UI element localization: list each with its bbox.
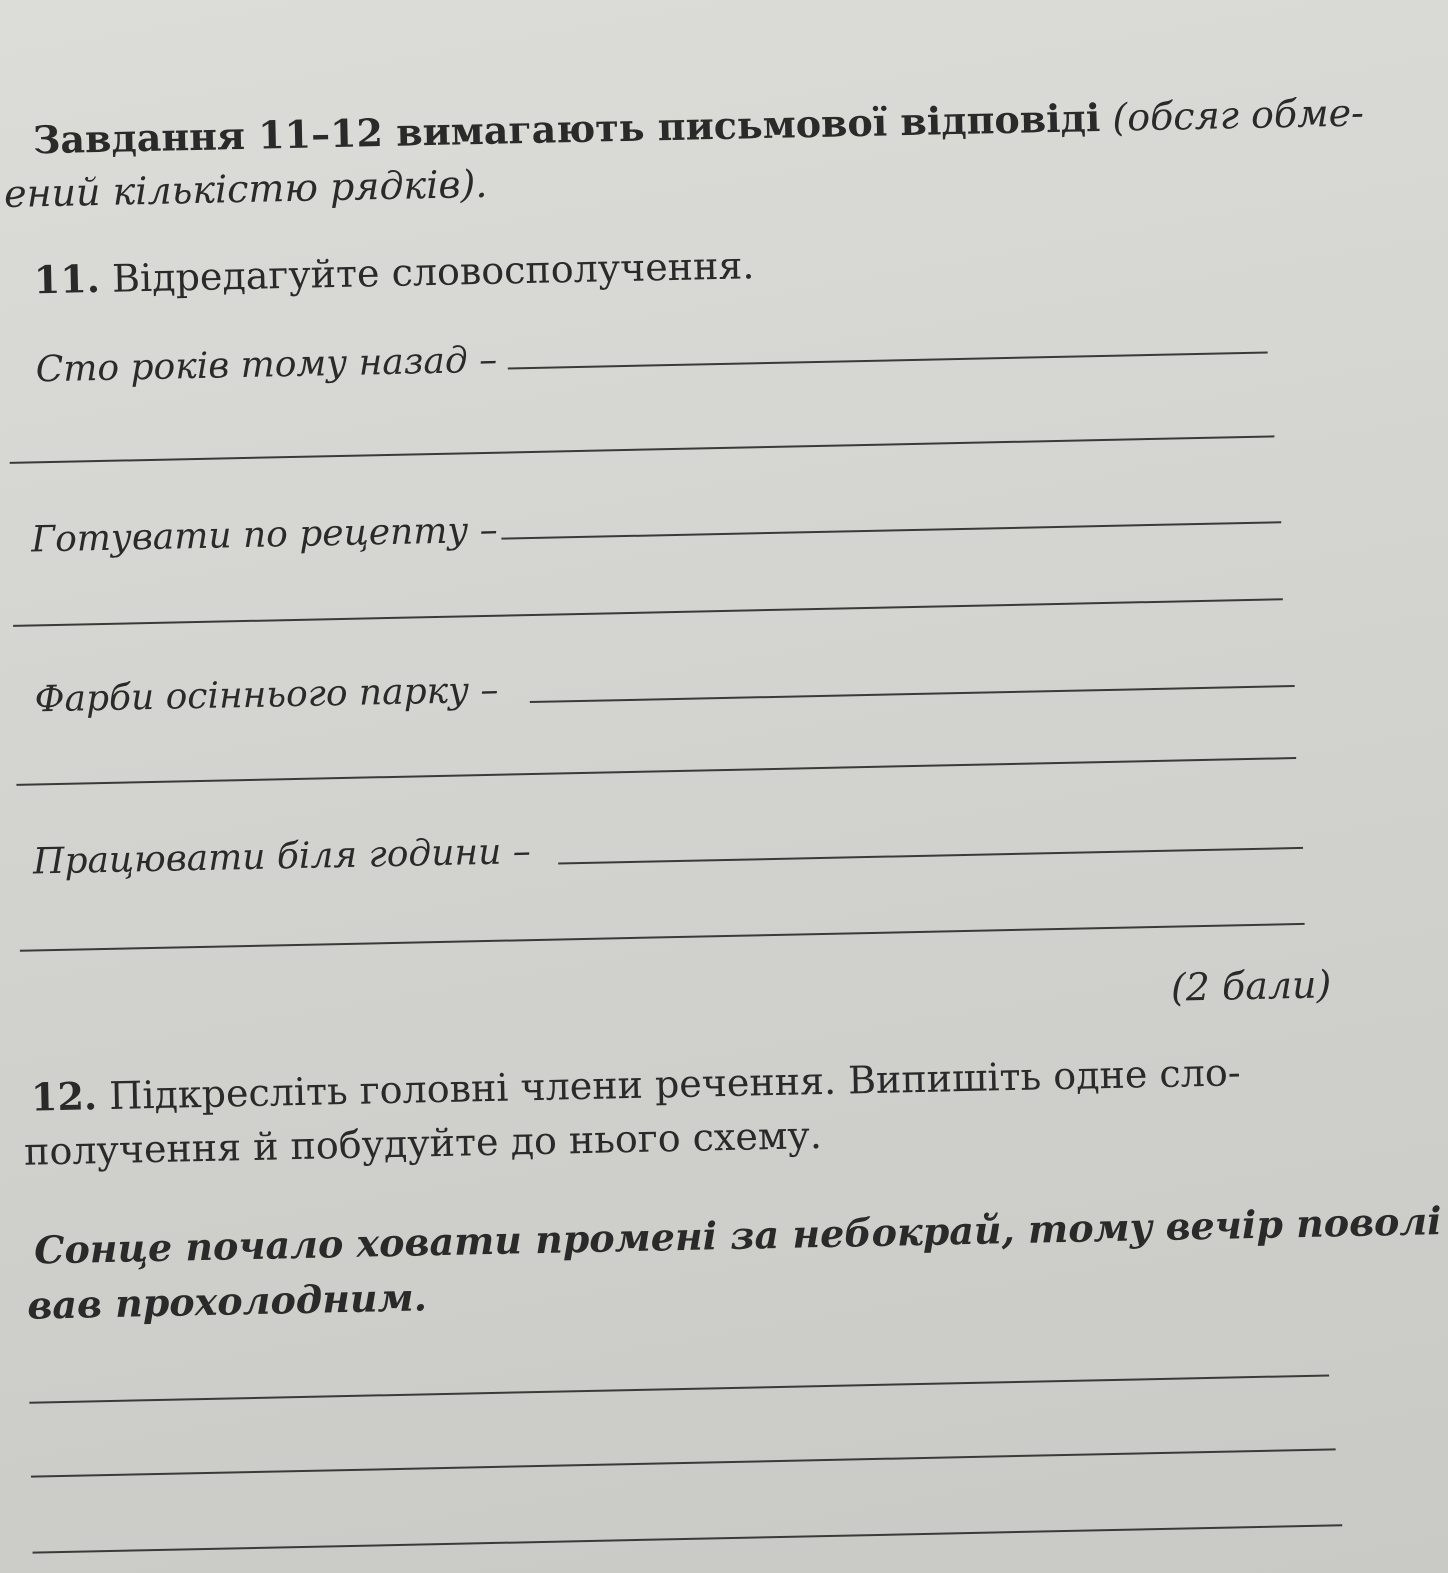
- answer-line-2a[interactable]: [501, 521, 1281, 539]
- task-12-instruction-1: Підкресліть головні члени речення. Випишіть одне сло-: [108, 1050, 1241, 1118]
- answer-line-3a[interactable]: [530, 685, 1295, 703]
- task-12-title-line-2: получення й побудуйте до нього схему.: [23, 1113, 823, 1174]
- answer-line-1b[interactable]: [10, 435, 1275, 463]
- task-11-instruction: Відредагуйте словосполучення.: [111, 243, 755, 301]
- task-11-number: 11.: [33, 255, 101, 303]
- intro-italic-cont: ений кількістю рядків).: [3, 161, 488, 216]
- task-12-sentence-line-2: вав прохолодним.: [26, 1274, 428, 1328]
- answer-line-2b[interactable]: [13, 598, 1283, 627]
- answer-line-6[interactable]: [31, 1448, 1336, 1477]
- task-11-points: (2 бали): [1170, 962, 1332, 1010]
- task-12-number: 12.: [30, 1073, 98, 1120]
- phrase-4: Працювати біля години –: [32, 831, 532, 883]
- intro-line-1: [32, 89, 1364, 162]
- answer-line-1a[interactable]: [508, 352, 1268, 370]
- answer-line-4b[interactable]: [20, 923, 1305, 952]
- task-12-sentence-line-1: Сонце почало ховати промені за небокрай, тому вечір поволі: [33, 1198, 1443, 1273]
- task-12-title-line-1: [31, 1049, 1241, 1119]
- answer-line-5[interactable]: [29, 1374, 1329, 1403]
- answer-line-4a[interactable]: [558, 847, 1303, 865]
- phrase-3: Фарби осіннього парку –: [34, 669, 499, 721]
- intro-italic: (обсяг обме-: [1111, 90, 1365, 140]
- answer-line-3b[interactable]: [16, 757, 1296, 786]
- phrase-1: Сто років тому назад –: [35, 339, 498, 391]
- intro-bold: Завдання 11–12 вимагають письмової відповіді: [32, 94, 1101, 163]
- show-through-text: [566, 288, 578, 328]
- phrase-2: Готувати по рецепту –: [30, 509, 499, 561]
- intro-line-2: [4, 162, 488, 216]
- answer-line-7[interactable]: [33, 1524, 1343, 1553]
- task-11-title: [33, 242, 754, 302]
